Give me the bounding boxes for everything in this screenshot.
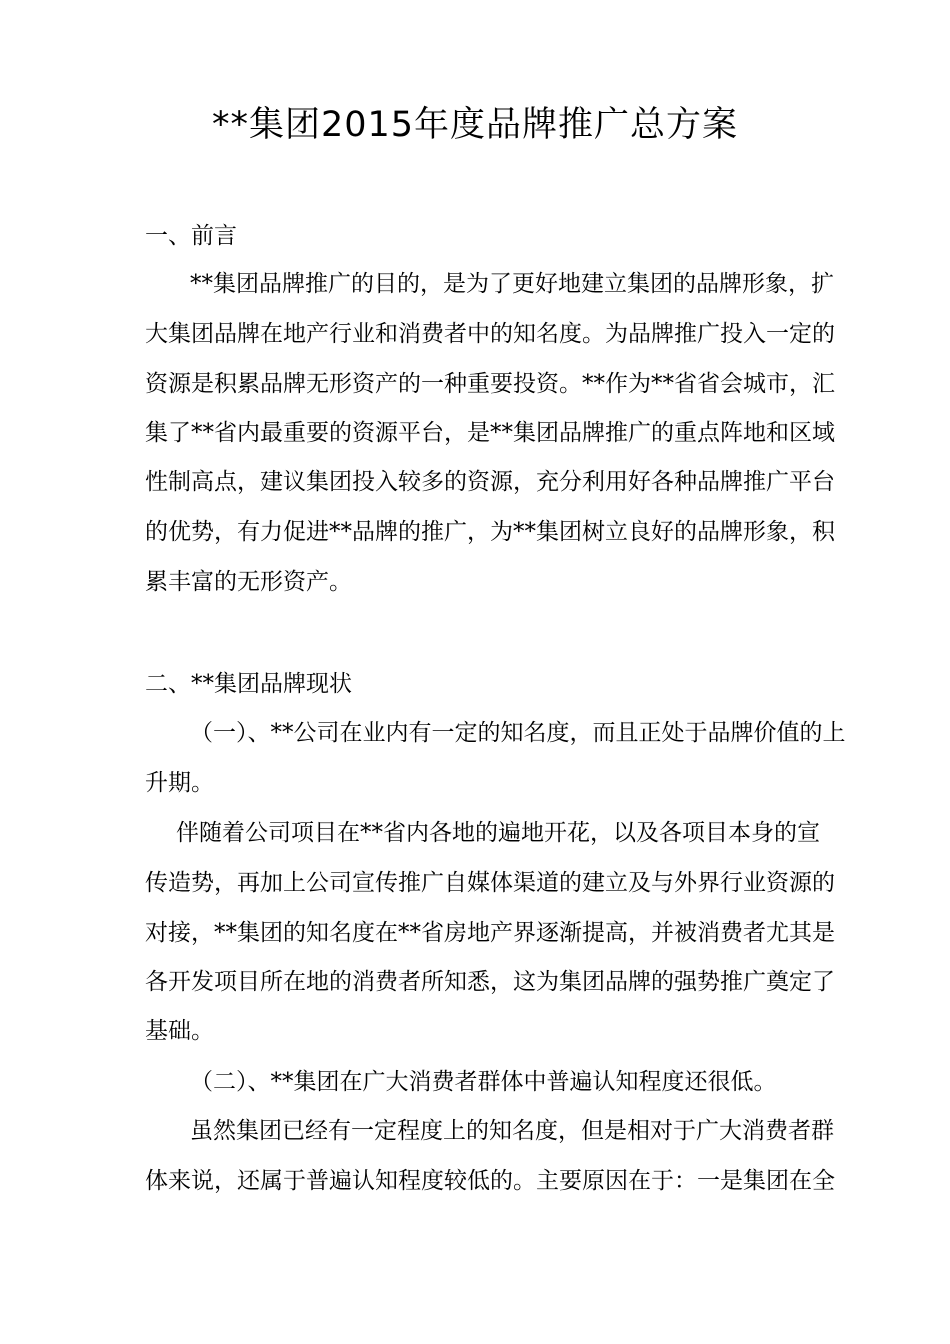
- paragraph-line: 传造势，再加上公司宣传推广自媒体渠道的建立及与外界行业资源的: [145, 870, 835, 896]
- subheading-line: 升期。: [145, 770, 214, 796]
- paragraph-line: 基础。: [145, 1018, 214, 1044]
- document-title: **集团2015年度品牌推广总方案: [211, 105, 739, 145]
- section-heading-brand-status: 二、**集团品牌现状: [145, 671, 352, 697]
- paragraph-line: 累丰富的无形资产。: [145, 569, 352, 595]
- paragraph-line: 大集团品牌在地产行业和消费者中的知名度。为品牌推广投入一定的: [145, 321, 835, 347]
- paragraph-line: 性制高点，建议集团投入较多的资源，充分利用好各种品牌推广平台: [145, 469, 835, 495]
- paragraph-line: 的优势，有力促进**品牌的推广，为**集团树立良好的品牌形象，积: [145, 519, 835, 545]
- paragraph-line: 集了**省内最重要的资源平台，是**集团品牌推广的重点阵地和区域: [145, 420, 835, 446]
- paragraph-line: 虽然集团已经有一定程度上的知名度，但是相对于广大消费者群: [190, 1118, 834, 1144]
- paragraph-line: 对接，**集团的知名度在**省房地产界逐渐提高，并被消费者尤其是: [145, 920, 835, 946]
- paragraph-line: 伴随着公司项目在**省内各地的遍地开花，以及各项目本身的宣: [176, 820, 820, 846]
- section-heading-preface: 一、前言: [145, 223, 237, 249]
- subheading-line: （一）、**公司在业内有一定的知名度，而且正处于品牌价值的上: [190, 720, 846, 746]
- paragraph-line: 各开发项目所在地的消费者所知悉，这为集团品牌的强势推广奠定了: [145, 969, 835, 995]
- paragraph-line: **集团品牌推广的目的，是为了更好地建立集团的品牌形象，扩: [190, 271, 834, 297]
- paragraph-line: 资源是积累品牌无形资产的一种重要投资。**作为**省省会城市，汇: [145, 371, 835, 397]
- paragraph-line: 体来说，还属于普遍认知程度较低的。主要原因在于：一是集团在全: [145, 1168, 835, 1194]
- subheading-line: （二）、**集团在广大消费者群体中普遍认知程度还很低。: [190, 1069, 777, 1095]
